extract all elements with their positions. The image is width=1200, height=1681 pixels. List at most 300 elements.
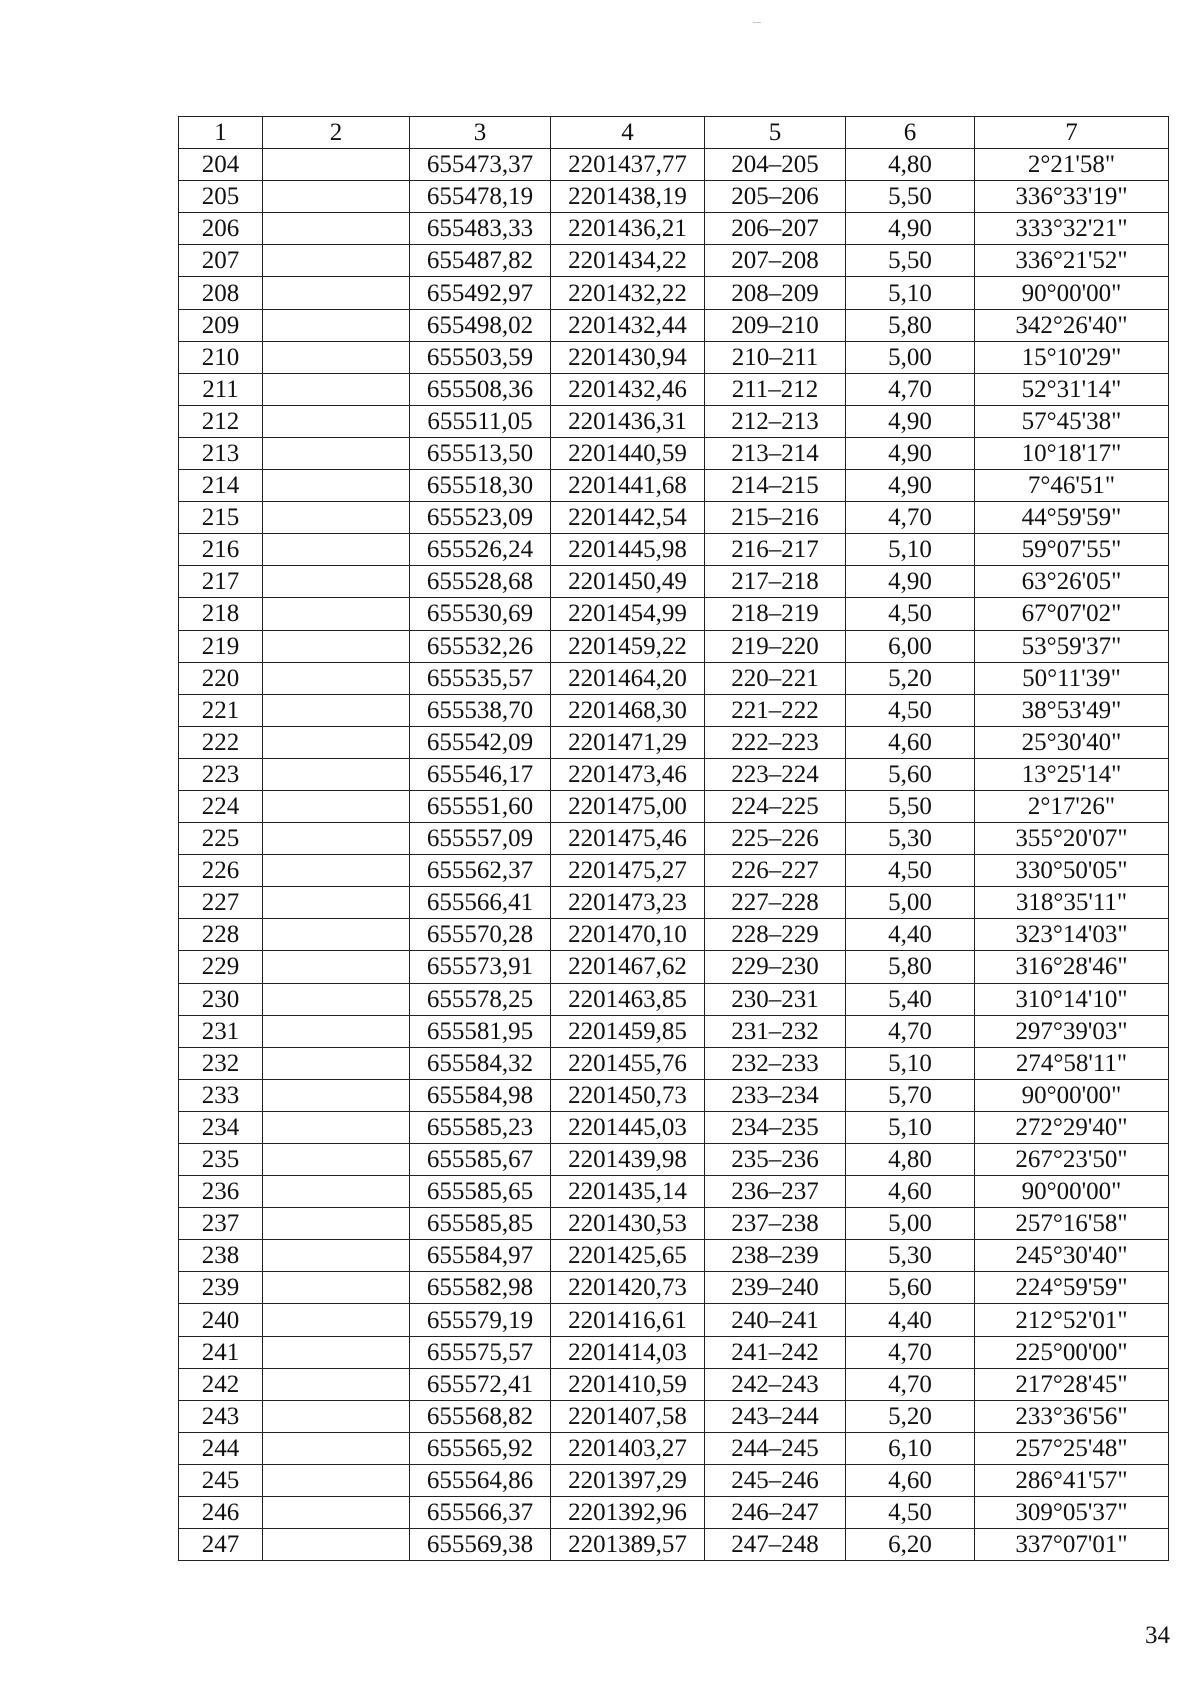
coordinate-y-cell: 2201389,57 xyxy=(551,1529,705,1561)
coordinate-x-cell: 655585,85 xyxy=(410,1208,551,1240)
segment-cell: 218–219 xyxy=(705,598,846,630)
coordinate-y-cell: 2201432,46 xyxy=(551,373,705,405)
point-number-cell: 210 xyxy=(179,341,263,373)
coordinate-y-cell: 2201470,10 xyxy=(551,919,705,951)
column-2-cell xyxy=(263,1047,410,1079)
column-2-cell xyxy=(263,149,410,181)
column-2-cell xyxy=(263,534,410,566)
coordinate-y-cell: 2201436,21 xyxy=(551,213,705,245)
length-cell: 5,20 xyxy=(846,662,975,694)
column-header: 5 xyxy=(705,117,846,149)
coordinate-x-cell: 655528,68 xyxy=(410,566,551,598)
coordinate-x-cell: 655518,30 xyxy=(410,470,551,502)
length-cell: 6,00 xyxy=(846,630,975,662)
direction-angle-cell: 274°58'11" xyxy=(975,1047,1169,1079)
point-number-cell: 238 xyxy=(179,1240,263,1272)
coordinate-y-cell: 2201439,98 xyxy=(551,1144,705,1176)
point-number-cell: 228 xyxy=(179,919,263,951)
column-2-cell xyxy=(263,951,410,983)
coordinate-x-cell: 655566,37 xyxy=(410,1497,551,1529)
length-cell: 4,70 xyxy=(846,1336,975,1368)
point-number-cell: 246 xyxy=(179,1497,263,1529)
segment-cell: 220–221 xyxy=(705,662,846,694)
length-cell: 5,00 xyxy=(846,341,975,373)
table-row xyxy=(179,149,1169,181)
point-number-cell: 212 xyxy=(179,405,263,437)
coordinate-y-cell: 2201430,53 xyxy=(551,1208,705,1240)
length-cell: 6,10 xyxy=(846,1432,975,1464)
table-row xyxy=(179,758,1169,790)
direction-angle-cell: 90°00'00" xyxy=(975,277,1169,309)
coordinate-y-cell: 2201445,03 xyxy=(551,1111,705,1143)
point-number-cell: 205 xyxy=(179,181,263,213)
column-2-cell xyxy=(263,566,410,598)
coordinate-x-cell: 655487,82 xyxy=(410,245,551,277)
column-2-cell xyxy=(263,1111,410,1143)
coordinate-y-cell: 2201437,77 xyxy=(551,149,705,181)
segment-cell: 207–208 xyxy=(705,245,846,277)
point-number-cell: 231 xyxy=(179,1015,263,1047)
table-row xyxy=(179,855,1169,887)
scan-mark xyxy=(753,22,761,23)
column-header: 3 xyxy=(410,117,551,149)
coordinate-y-cell: 2201432,44 xyxy=(551,309,705,341)
segment-cell: 215–216 xyxy=(705,502,846,534)
column-2-cell xyxy=(263,470,410,502)
point-number-cell: 211 xyxy=(179,373,263,405)
coordinate-y-cell: 2201463,85 xyxy=(551,983,705,1015)
length-cell: 5,00 xyxy=(846,887,975,919)
column-2-cell xyxy=(263,1144,410,1176)
point-number-cell: 242 xyxy=(179,1368,263,1400)
coordinate-x-cell: 655508,36 xyxy=(410,373,551,405)
point-number-cell: 215 xyxy=(179,502,263,534)
table-row xyxy=(179,1336,1169,1368)
table-row xyxy=(179,887,1169,919)
length-cell: 5,50 xyxy=(846,181,975,213)
coordinate-x-cell: 655526,24 xyxy=(410,534,551,566)
direction-angle-cell: 15°10'29" xyxy=(975,341,1169,373)
length-cell: 4,90 xyxy=(846,437,975,469)
point-number-cell: 221 xyxy=(179,694,263,726)
column-2-cell xyxy=(263,1304,410,1336)
table-row xyxy=(179,983,1169,1015)
column-header: 7 xyxy=(975,117,1169,149)
coordinate-y-cell: 2201436,31 xyxy=(551,405,705,437)
table-row xyxy=(179,694,1169,726)
coordinate-x-cell: 655511,05 xyxy=(410,405,551,437)
coordinate-y-cell: 2201441,68 xyxy=(551,470,705,502)
segment-cell: 209–210 xyxy=(705,309,846,341)
direction-angle-cell: 50°11'39" xyxy=(975,662,1169,694)
direction-angle-cell: 90°00'00" xyxy=(975,1176,1169,1208)
coordinate-x-cell: 655546,17 xyxy=(410,758,551,790)
coordinate-y-cell: 2201392,96 xyxy=(551,1497,705,1529)
column-2-cell xyxy=(263,309,410,341)
column-2-cell xyxy=(263,341,410,373)
coordinate-y-cell: 2201442,54 xyxy=(551,502,705,534)
point-number-cell: 223 xyxy=(179,758,263,790)
table-row xyxy=(179,1400,1169,1432)
coordinate-x-cell: 655568,82 xyxy=(410,1400,551,1432)
direction-angle-cell: 309°05'37" xyxy=(975,1497,1169,1529)
coordinate-y-cell: 2201435,14 xyxy=(551,1176,705,1208)
table-row xyxy=(179,341,1169,373)
coordinate-y-cell: 2201403,27 xyxy=(551,1432,705,1464)
segment-cell: 245–246 xyxy=(705,1464,846,1496)
table-row xyxy=(179,181,1169,213)
length-cell: 4,40 xyxy=(846,1304,975,1336)
column-2-cell xyxy=(263,919,410,951)
segment-cell: 216–217 xyxy=(705,534,846,566)
segment-cell: 238–239 xyxy=(705,1240,846,1272)
column-2-cell xyxy=(263,213,410,245)
direction-angle-cell: 13°25'14" xyxy=(975,758,1169,790)
length-cell: 5,70 xyxy=(846,1079,975,1111)
table-row xyxy=(179,1208,1169,1240)
segment-cell: 241–242 xyxy=(705,1336,846,1368)
length-cell: 4,80 xyxy=(846,149,975,181)
table-row xyxy=(179,534,1169,566)
segment-cell: 226–227 xyxy=(705,855,846,887)
point-number-cell: 208 xyxy=(179,277,263,309)
column-header: 6 xyxy=(846,117,975,149)
direction-angle-cell: 224°59'59" xyxy=(975,1272,1169,1304)
length-cell: 4,90 xyxy=(846,213,975,245)
direction-angle-cell: 336°21'52" xyxy=(975,245,1169,277)
point-number-cell: 204 xyxy=(179,149,263,181)
segment-cell: 239–240 xyxy=(705,1272,846,1304)
coordinate-x-cell: 655551,60 xyxy=(410,790,551,822)
table-row xyxy=(179,726,1169,758)
coordinate-x-cell: 655565,92 xyxy=(410,1432,551,1464)
coordinate-y-cell: 2201454,99 xyxy=(551,598,705,630)
column-2-cell xyxy=(263,373,410,405)
coordinate-y-cell: 2201473,23 xyxy=(551,887,705,919)
segment-cell: 212–213 xyxy=(705,405,846,437)
segment-cell: 228–229 xyxy=(705,919,846,951)
segment-cell: 230–231 xyxy=(705,983,846,1015)
column-2-cell xyxy=(263,1240,410,1272)
segment-cell: 232–233 xyxy=(705,1047,846,1079)
column-header: 4 xyxy=(551,117,705,149)
coordinate-y-cell: 2201397,29 xyxy=(551,1464,705,1496)
page-number: 34 xyxy=(1145,1622,1170,1649)
coordinate-y-cell: 2201468,30 xyxy=(551,694,705,726)
coordinate-y-cell: 2201467,62 xyxy=(551,951,705,983)
coordinate-y-cell: 2201420,73 xyxy=(551,1272,705,1304)
point-number-cell: 217 xyxy=(179,566,263,598)
point-number-cell: 245 xyxy=(179,1464,263,1496)
point-number-cell: 213 xyxy=(179,437,263,469)
point-number-cell: 232 xyxy=(179,1047,263,1079)
point-number-cell: 219 xyxy=(179,630,263,662)
coordinate-x-cell: 655585,67 xyxy=(410,1144,551,1176)
table-row xyxy=(179,437,1169,469)
point-number-cell: 209 xyxy=(179,309,263,341)
length-cell: 5,20 xyxy=(846,1400,975,1432)
segment-cell: 211–212 xyxy=(705,373,846,405)
coordinate-x-cell: 655523,09 xyxy=(410,502,551,534)
coordinate-x-cell: 655538,70 xyxy=(410,694,551,726)
length-cell: 4,70 xyxy=(846,1368,975,1400)
segment-cell: 210–211 xyxy=(705,341,846,373)
point-number-cell: 234 xyxy=(179,1111,263,1143)
segment-cell: 231–232 xyxy=(705,1015,846,1047)
direction-angle-cell: 337°07'01" xyxy=(975,1529,1169,1561)
segment-cell: 206–207 xyxy=(705,213,846,245)
column-2-cell xyxy=(263,1079,410,1111)
segment-cell: 217–218 xyxy=(705,566,846,598)
table-row xyxy=(179,309,1169,341)
table-row xyxy=(179,1144,1169,1176)
point-number-cell: 222 xyxy=(179,726,263,758)
point-number-cell: 247 xyxy=(179,1529,263,1561)
coordinate-x-cell: 655532,26 xyxy=(410,630,551,662)
table-row xyxy=(179,790,1169,822)
point-number-cell: 240 xyxy=(179,1304,263,1336)
coordinate-y-cell: 2201407,58 xyxy=(551,1400,705,1432)
column-2-cell xyxy=(263,1015,410,1047)
column-2-cell xyxy=(263,694,410,726)
table-row xyxy=(179,1368,1169,1400)
table-row xyxy=(179,1497,1169,1529)
column-2-cell xyxy=(263,277,410,309)
column-2-cell xyxy=(263,662,410,694)
column-2-cell xyxy=(263,758,410,790)
length-cell: 4,90 xyxy=(846,405,975,437)
table-row xyxy=(179,502,1169,534)
segment-cell: 214–215 xyxy=(705,470,846,502)
column-2-cell xyxy=(263,983,410,1015)
segment-cell: 234–235 xyxy=(705,1111,846,1143)
segment-cell: 208–209 xyxy=(705,277,846,309)
coordinate-y-cell: 2201438,19 xyxy=(551,181,705,213)
direction-angle-cell: 257°16'58" xyxy=(975,1208,1169,1240)
segment-cell: 219–220 xyxy=(705,630,846,662)
length-cell: 5,10 xyxy=(846,1047,975,1079)
segment-cell: 233–234 xyxy=(705,1079,846,1111)
segment-cell: 225–226 xyxy=(705,823,846,855)
coordinate-x-cell: 655579,19 xyxy=(410,1304,551,1336)
coordinate-x-cell: 655578,25 xyxy=(410,983,551,1015)
direction-angle-cell: 44°59'59" xyxy=(975,502,1169,534)
point-number-cell: 243 xyxy=(179,1400,263,1432)
direction-angle-cell: 245°30'40" xyxy=(975,1240,1169,1272)
table-row xyxy=(179,566,1169,598)
segment-cell: 244–245 xyxy=(705,1432,846,1464)
length-cell: 5,00 xyxy=(846,1208,975,1240)
direction-angle-cell: 355°20'07" xyxy=(975,823,1169,855)
length-cell: 5,10 xyxy=(846,1111,975,1143)
table-row xyxy=(179,662,1169,694)
coordinate-x-cell: 655585,65 xyxy=(410,1176,551,1208)
column-2-cell xyxy=(263,887,410,919)
column-2-cell xyxy=(263,1368,410,1400)
direction-angle-cell: 323°14'03" xyxy=(975,919,1169,951)
direction-angle-cell: 10°18'17" xyxy=(975,437,1169,469)
direction-angle-cell: 342°26'40" xyxy=(975,309,1169,341)
direction-angle-cell: 233°36'56" xyxy=(975,1400,1169,1432)
segment-cell: 243–244 xyxy=(705,1400,846,1432)
length-cell: 4,80 xyxy=(846,1144,975,1176)
segment-cell: 213–214 xyxy=(705,437,846,469)
point-number-cell: 216 xyxy=(179,534,263,566)
column-2-cell xyxy=(263,502,410,534)
direction-angle-cell: 59°07'55" xyxy=(975,534,1169,566)
coordinate-x-cell: 655478,19 xyxy=(410,181,551,213)
length-cell: 5,30 xyxy=(846,823,975,855)
length-cell: 4,60 xyxy=(846,1176,975,1208)
table-row xyxy=(179,1047,1169,1079)
length-cell: 4,50 xyxy=(846,855,975,887)
table-row xyxy=(179,919,1169,951)
coordinate-y-cell: 2201459,85 xyxy=(551,1015,705,1047)
segment-cell: 204–205 xyxy=(705,149,846,181)
point-number-cell: 207 xyxy=(179,245,263,277)
table-row xyxy=(179,951,1169,983)
column-2-cell xyxy=(263,1464,410,1496)
coordinate-x-cell: 655473,37 xyxy=(410,149,551,181)
table-row xyxy=(179,1432,1169,1464)
point-number-cell: 227 xyxy=(179,887,263,919)
coordinate-x-cell: 655503,59 xyxy=(410,341,551,373)
direction-angle-cell: 2°21'58" xyxy=(975,149,1169,181)
direction-angle-cell: 310°14'10" xyxy=(975,983,1169,1015)
table-row xyxy=(179,1111,1169,1143)
coordinate-y-cell: 2201455,76 xyxy=(551,1047,705,1079)
point-number-cell: 233 xyxy=(179,1079,263,1111)
table-row xyxy=(179,1015,1169,1047)
point-number-cell: 226 xyxy=(179,855,263,887)
coordinate-y-cell: 2201459,22 xyxy=(551,630,705,662)
coordinate-y-cell: 2201450,49 xyxy=(551,566,705,598)
length-cell: 5,80 xyxy=(846,951,975,983)
segment-cell: 242–243 xyxy=(705,1368,846,1400)
direction-angle-cell: 267°23'50" xyxy=(975,1144,1169,1176)
direction-angle-cell: 2°17'26" xyxy=(975,790,1169,822)
column-2-cell xyxy=(263,1529,410,1561)
column-2-cell xyxy=(263,1400,410,1432)
coordinate-x-cell: 655557,09 xyxy=(410,823,551,855)
length-cell: 4,90 xyxy=(846,566,975,598)
coordinate-x-cell: 655564,86 xyxy=(410,1464,551,1496)
coordinate-y-cell: 2201430,94 xyxy=(551,341,705,373)
coordinate-y-cell: 2201450,73 xyxy=(551,1079,705,1111)
direction-angle-cell: 318°35'11" xyxy=(975,887,1169,919)
table-row xyxy=(179,405,1169,437)
length-cell: 4,40 xyxy=(846,919,975,951)
coordinate-x-cell: 655566,41 xyxy=(410,887,551,919)
direction-angle-cell: 217°28'45" xyxy=(975,1368,1169,1400)
segment-cell: 223–224 xyxy=(705,758,846,790)
coordinate-y-cell: 2201475,46 xyxy=(551,823,705,855)
table-row xyxy=(179,277,1169,309)
point-number-cell: 235 xyxy=(179,1144,263,1176)
column-2-cell xyxy=(263,1432,410,1464)
coordinate-y-cell: 2201434,22 xyxy=(551,245,705,277)
length-cell: 5,10 xyxy=(846,277,975,309)
table-row xyxy=(179,1464,1169,1496)
segment-cell: 236–237 xyxy=(705,1176,846,1208)
direction-angle-cell: 53°59'37" xyxy=(975,630,1169,662)
point-number-cell: 224 xyxy=(179,790,263,822)
coordinate-x-cell: 655492,97 xyxy=(410,277,551,309)
point-number-cell: 241 xyxy=(179,1336,263,1368)
coordinate-x-cell: 655498,02 xyxy=(410,309,551,341)
length-cell: 5,60 xyxy=(846,758,975,790)
coordinate-x-cell: 655542,09 xyxy=(410,726,551,758)
length-cell: 4,60 xyxy=(846,726,975,758)
table-row xyxy=(179,1272,1169,1304)
direction-angle-cell: 330°50'05" xyxy=(975,855,1169,887)
column-2-cell xyxy=(263,245,410,277)
coordinate-y-cell: 2201475,00 xyxy=(551,790,705,822)
length-cell: 4,90 xyxy=(846,470,975,502)
direction-angle-cell: 212°52'01" xyxy=(975,1304,1169,1336)
segment-cell: 224–225 xyxy=(705,790,846,822)
table-row xyxy=(179,470,1169,502)
direction-angle-cell: 38°53'49" xyxy=(975,694,1169,726)
length-cell: 4,70 xyxy=(846,373,975,405)
direction-angle-cell: 333°32'21" xyxy=(975,213,1169,245)
coordinate-y-cell: 2201445,98 xyxy=(551,534,705,566)
coordinate-x-cell: 655530,69 xyxy=(410,598,551,630)
table-row xyxy=(179,373,1169,405)
coordinate-x-cell: 655585,23 xyxy=(410,1111,551,1143)
coordinate-x-cell: 655584,32 xyxy=(410,1047,551,1079)
coordinate-x-cell: 655582,98 xyxy=(410,1272,551,1304)
coordinate-x-cell: 655572,41 xyxy=(410,1368,551,1400)
column-2-cell xyxy=(263,181,410,213)
length-cell: 4,50 xyxy=(846,598,975,630)
coordinate-y-cell: 2201414,03 xyxy=(551,1336,705,1368)
point-number-cell: 214 xyxy=(179,470,263,502)
point-number-cell: 218 xyxy=(179,598,263,630)
coordinate-x-cell: 655575,57 xyxy=(410,1336,551,1368)
point-number-cell: 229 xyxy=(179,951,263,983)
column-2-cell xyxy=(263,1272,410,1304)
table-row xyxy=(179,1529,1169,1561)
table-row xyxy=(179,823,1169,855)
column-2-cell xyxy=(263,1336,410,1368)
point-number-cell: 225 xyxy=(179,823,263,855)
length-cell: 5,50 xyxy=(846,245,975,277)
length-cell: 6,20 xyxy=(846,1529,975,1561)
length-cell: 4,50 xyxy=(846,694,975,726)
length-cell: 5,50 xyxy=(846,790,975,822)
direction-angle-cell: 225°00'00" xyxy=(975,1336,1169,1368)
coordinates-table xyxy=(178,116,1169,1561)
coordinate-x-cell: 655562,37 xyxy=(410,855,551,887)
table-row xyxy=(179,1176,1169,1208)
length-cell: 5,30 xyxy=(846,1240,975,1272)
segment-cell: 221–222 xyxy=(705,694,846,726)
table-row xyxy=(179,630,1169,662)
coordinate-x-cell: 655513,50 xyxy=(410,437,551,469)
direction-angle-cell: 316°28'46" xyxy=(975,951,1169,983)
point-number-cell: 230 xyxy=(179,983,263,1015)
direction-angle-cell: 7°46'51" xyxy=(975,470,1169,502)
length-cell: 4,60 xyxy=(846,1464,975,1496)
column-2-cell xyxy=(263,405,410,437)
coordinate-y-cell: 2201471,29 xyxy=(551,726,705,758)
direction-angle-cell: 272°29'40" xyxy=(975,1111,1169,1143)
direction-angle-cell: 57°45'38" xyxy=(975,405,1169,437)
length-cell: 5,40 xyxy=(846,983,975,1015)
segment-cell: 237–238 xyxy=(705,1208,846,1240)
column-2-cell xyxy=(263,726,410,758)
